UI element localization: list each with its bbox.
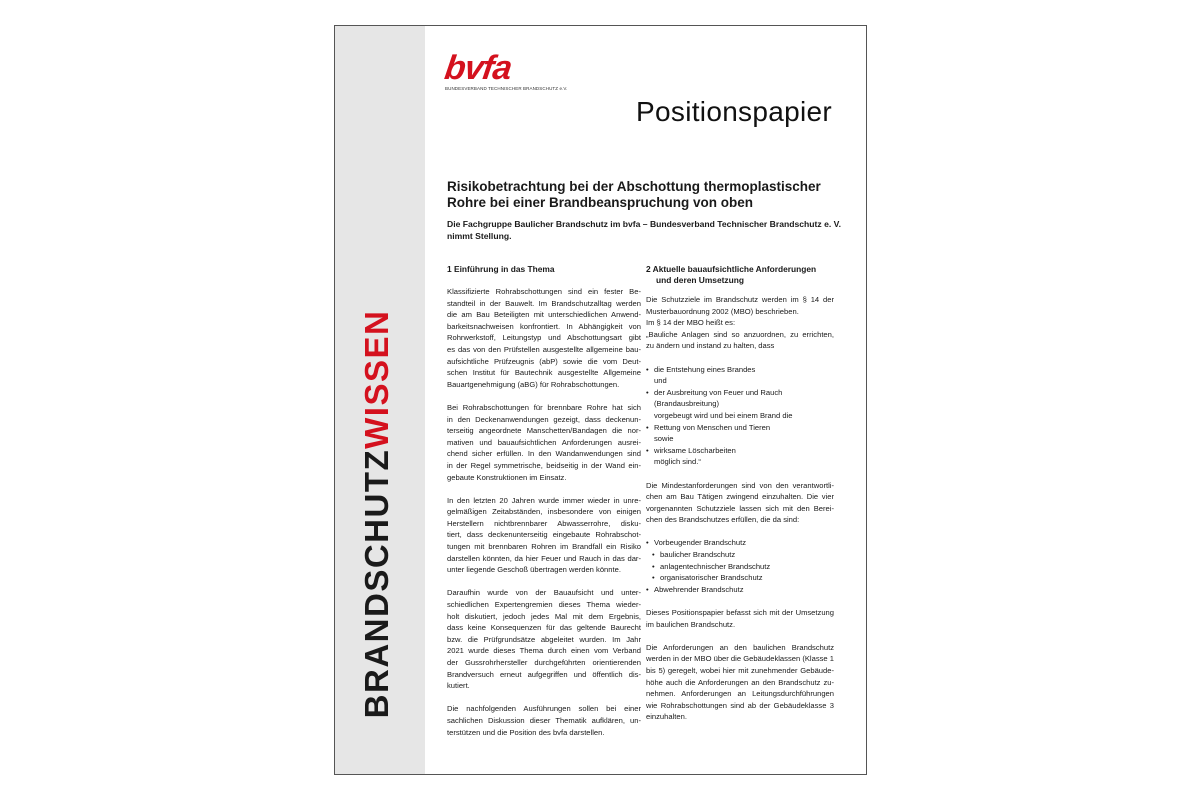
paragraph-line: Die Anforderungen an den baulichen Brandschutz — [646, 642, 834, 652]
list-item-text: anlagentechnischer Brandschutz — [660, 561, 771, 571]
list-item — [646, 561, 834, 573]
paragraph-line: Herstellern nichtbrennbarer Abwasserrohre, disku- — [447, 518, 641, 528]
paragraph-line: tiert, dass deckenunterseitig eingebaute Rohrabschot- — [447, 530, 641, 540]
paragraph-line: bzw. die Prüfgrundsätze abgeleitet wurden. Im Jahr — [447, 634, 641, 644]
list-item — [646, 584, 834, 596]
list-item — [646, 549, 834, 561]
series-title-red: WISSEN — [358, 309, 395, 449]
list-item-text: die Entstehung eines Brandes — [654, 364, 756, 374]
paragraph-line: terstützen und die Position des bvfa darstellen. — [447, 727, 605, 737]
list-item-text: wirksame Löscharbeiten — [654, 445, 736, 455]
paragraph-line: der Gussrohrhersteller durchgeführten orientierenden — [447, 658, 641, 667]
paragraph-line: sachlichen Diskussion dieser Thematik aufklären, un- — [447, 715, 641, 725]
paragraph-line: es das von den Prüfstellen ausgestellte allgemeine bau- — [447, 344, 641, 354]
paragraph-line: aufsichtliche Prüfzeugnis (abP) sowie die vom Deut- — [447, 356, 641, 366]
paragraph — [646, 607, 834, 630]
document-page — [334, 25, 867, 775]
paragraph-line: werden in der MBO über die Gebäudeklassen (Klasse 1 — [646, 654, 834, 664]
list-item-text: vorgebeugt wird und bei einem Brand die — [654, 410, 793, 420]
paragraph-line: bis 5) geregelt, wobei hier mit zunehmender Gebäude- — [646, 666, 834, 675]
document-type: Positionspapier — [636, 96, 832, 127]
paragraph-line: Klassifizierte Rohrabschottungen sind ein fester Be- — [447, 287, 641, 296]
bullet-icon: • — [646, 422, 649, 432]
list-item-text: organisatorischer Brandschutz — [660, 573, 763, 583]
list-item-text: sowie — [654, 434, 674, 444]
list-item — [646, 445, 834, 457]
paragraph-line: einzuhalten. — [646, 712, 687, 722]
list-item-text: baulicher Brandschutz — [660, 550, 736, 560]
list-item — [646, 422, 834, 434]
bullet-list — [646, 364, 834, 468]
paragraph-line: mativen und bauaufsichtlichen Anforderungen ausrei- — [447, 437, 641, 447]
paragraph-line: terseitig angeordnete Manschetten/Bandagen die nor- — [447, 426, 641, 436]
paragraph-line: tungen mit brennbaren Rohren im Brandfall ein Risiko — [447, 542, 641, 552]
paragraph — [447, 495, 641, 576]
paragraph-line: In den letzten 20 Jahren wurde immer wieder in unre- — [447, 495, 641, 505]
list-item-text: Abwehrender Brandschutz — [654, 584, 744, 594]
list-item — [646, 537, 834, 549]
bullet-icon: • — [646, 445, 649, 455]
paragraph-line: dass keine Konsequenzen für das geltende Baurecht — [447, 623, 641, 633]
paragraph-line: 2021 wurde dieses Thema durch einen vom Verband — [447, 646, 641, 656]
paragraph-line: nehmen. Anforderungen an Leitungsdurchführungen — [646, 689, 834, 699]
paragraph-line: chend sicher erfüllen. In den Wandanwendungen sind — [447, 449, 641, 459]
section-heading-line: 1 Einführung in das Thema — [447, 264, 555, 274]
section-heading — [447, 264, 641, 275]
paragraph-line: wie Rohrabschottungen sind ab der Gebäudeklasse 3 — [646, 700, 834, 710]
bullet-icon: • — [646, 538, 649, 548]
list-item — [646, 410, 834, 422]
paragraph-line: Bei Rohrabschottungen für brennbare Rohre hat sich — [447, 402, 641, 412]
paragraph-line: gebaute Konstruktionen im Einsatz. — [447, 472, 567, 482]
paragraph-line: schen Institut für Bautechnik ausgestellte Allgemeine — [447, 368, 641, 378]
vertical-series-title — [358, 310, 396, 719]
paragraph — [447, 286, 641, 390]
list-item-text: Vorbeugender Brandschutz — [654, 538, 747, 548]
paragraph-line: Die Schutzziele im Brandschutz werden im § 14 der — [646, 295, 834, 304]
bullet-list — [646, 537, 834, 595]
document-subtitle — [447, 218, 847, 242]
paragraph-line: in den Deckenanwendungen gezeigt, dass deckenun- — [447, 414, 641, 424]
paragraph-line: Musterbauordnung 2002 (MBO) beschrieben. — [646, 306, 799, 316]
list-item — [646, 375, 834, 387]
sidebar-band — [335, 26, 425, 774]
section-heading — [646, 264, 834, 286]
list-item-text: Rettung von Menschen und Tieren — [654, 422, 771, 432]
list-item — [646, 398, 834, 410]
title-line: Risikobetrachtung bei der Abschottung thermoplastischer — [447, 179, 821, 194]
paragraph-line: höhe auch die Anforderungen an den Brandschutz zu- — [646, 677, 834, 687]
document-title — [447, 179, 847, 211]
subtitle-line: nimmt Stellung. — [447, 231, 512, 241]
paragraph-line: kutiert. — [447, 681, 470, 691]
paragraph-line: Daraufhin wurde von der Bauaufsicht und unter- — [447, 588, 641, 598]
paragraph-line: in der Regel symmetrische, beidseitig in der Wand ein- — [447, 460, 641, 470]
section-heading-line: und deren Umsetzung — [656, 275, 744, 285]
paragraph-line: zu ändern und instand zu halten, dass — [646, 341, 775, 351]
paragraph — [646, 480, 834, 526]
paragraph — [447, 587, 641, 691]
bullet-icon: • — [646, 387, 649, 397]
paragraph-line: gelmäßigen Zeitabständen, insbesondere von einigen — [447, 507, 641, 517]
paragraph-line: vorgenannten Schutzziele lassen sich mit den Berei- — [646, 503, 834, 513]
paragraph-line: Im § 14 der MBO heißt es: — [646, 318, 736, 328]
series-title-black: BRANDSCHUTZ — [358, 448, 395, 719]
paragraph-line: schiedlichen Expertengremien dieses Thema wieder- — [447, 600, 641, 610]
bvfa-logo — [442, 49, 568, 91]
paragraph-line: Bauartgenehmigung (aBG) für Rohrabschottungen. — [447, 379, 620, 389]
bullet-icon: • — [646, 584, 649, 594]
list-item — [646, 387, 834, 399]
paragraph-line: Rohrwerkstoff, Leitungstyp und Abschottungsart gibt — [447, 333, 641, 343]
paragraph-line: chen am Bau Tätigen zwingend einzuhalten. Die vier — [646, 492, 834, 502]
paragraph-line: Brandversuch erneut aufgegriffen und öffentlich dis- — [447, 669, 641, 679]
paragraph-line: standteil in der Bauwelt. Im Brandschutzalltag werden — [447, 298, 641, 308]
paragraph — [646, 642, 834, 723]
paragraph-line: chen des Brandschutzes erfüllen, die da sind: — [646, 515, 800, 525]
list-item-text: möglich sind.“ — [654, 457, 701, 467]
paragraph-line: die am Bau Beteiligten mit unterschiedlichen Anwend- — [447, 310, 641, 320]
section-heading-line: 2 Aktuelle bauaufsichtliche Anforderungen — [646, 264, 817, 274]
bullet-icon: • — [652, 573, 655, 583]
text-column-2 — [646, 264, 834, 735]
text-column-1 — [447, 264, 641, 750]
paragraph-line: barkeitsnachweisen konfrontiert. In Abhängigkeit von — [447, 321, 641, 331]
subtitle-line: Die Fachgruppe Baulicher Brandschutz im bvfa – Bundesverband Technischer Brandschutz e. V. — [447, 219, 841, 229]
list-item — [646, 433, 834, 445]
list-item-text: (Brandausbreitung) — [654, 399, 720, 409]
logo-mark: bvfa — [442, 49, 514, 87]
bullet-icon: • — [652, 561, 655, 571]
paragraph — [447, 402, 641, 483]
paragraph-line: darstellen könnten, da hier Feuer und Rauch in das dar- — [447, 553, 641, 563]
paragraph-line: Die Mindestanforderungen sind von den verantwortli- — [646, 480, 834, 490]
list-item-text: und — [654, 376, 667, 386]
paragraph-line: im baulichen Brandschutz. — [646, 619, 736, 629]
paragraph — [646, 294, 834, 352]
logo-subline: BUNDESVERBAND TECHNISCHER BRANDSCHUTZ e.V. — [445, 86, 568, 91]
paragraph-line: Dieses Positionspapier befasst sich mit der Umsetzung — [646, 608, 834, 618]
title-line: Rohre bei einer Brandbeanspruchung von oben — [447, 195, 754, 210]
list-item — [646, 456, 834, 468]
paragraph — [447, 703, 641, 738]
bullet-icon: • — [646, 364, 649, 374]
paragraph-line: Die nachfolgenden Ausführungen sollen bei einer — [447, 704, 641, 714]
paragraph-line: „Bauliche Anlagen sind so anzuordnen, zu errichten, — [646, 329, 834, 339]
paragraph-line: holt diskutiert, jedoch jedes Mal mit dem Ergebnis, — [447, 611, 641, 621]
list-item — [646, 364, 834, 376]
bullet-icon: • — [652, 550, 655, 560]
paragraph-line: unter liegende Geschoß übertragen werden könnte. — [447, 565, 621, 575]
list-item — [646, 572, 834, 584]
list-item-text: der Ausbreitung von Feuer und Rauch — [654, 387, 783, 397]
